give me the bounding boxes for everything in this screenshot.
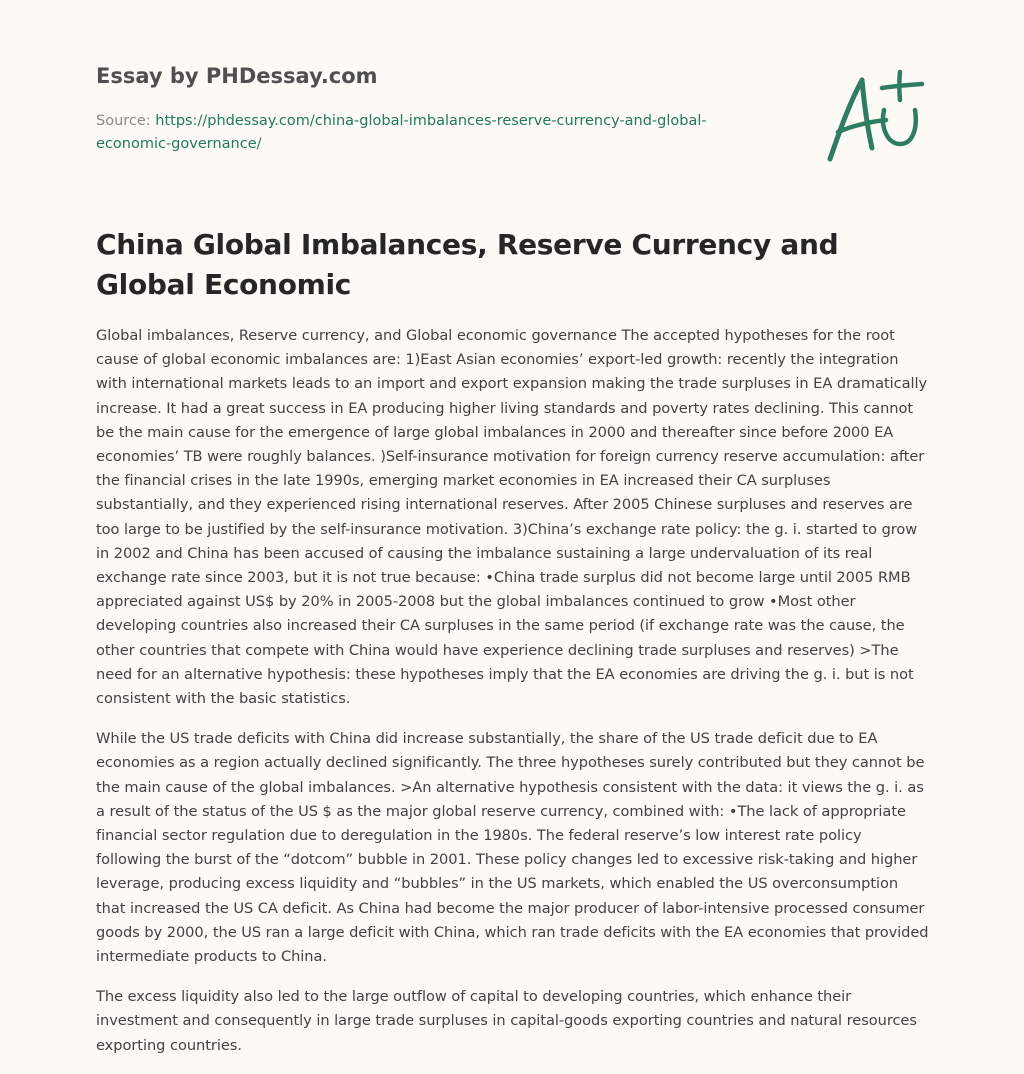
a-plus-grade-icon bbox=[820, 66, 928, 166]
source-link[interactable]: https://phdessay.com/china-global-imbalances-reserve-currency-and-global-economic-governance/ bbox=[96, 113, 707, 152]
site-title: Essay by PHDessay.com bbox=[96, 64, 378, 88]
essay-body bbox=[96, 324, 930, 1074]
essay-paragraph: The excess liquidity also led to the large outflow of capital to developing countries, which enhance their investment and consequently in large trade surpluses in capital-goods exporting countries and natural resources exporting countries. bbox=[96, 988, 917, 1054]
source-label: Source: bbox=[96, 113, 151, 129]
source-line bbox=[96, 110, 746, 156]
essay-title: China Global Imbalances, Reserve Currency and Global Economic bbox=[96, 228, 839, 301]
essay-paragraph: Global imbalances, Reserve currency, and Global economic governance The accepted hypotheses for the root cause of global economic imbalances are: 1)East Asian economies’ export-led growth: recently the integration with international markets leads to an import and export expansion making the trade surpluses in EA dramatically increase. It had a great success in EA producing higher living standards and poverty rates declining. This cannot be the main cause for the emergence of large global imbalances in 2000 and thereafter since before 2000 EA economies’ TB were roughly balances. )Self-insurance motivation for foreign currency reserve accumulation: after the financial crises in the late 1990s, emerging market economies in EA increased their CA surpluses substantially, and they experienced rising international reserves. After 2005 Chinese surpluses and reserves are too large to be justified by the self-insurance motivation. 3)China’s exchange rate policy: the g. i. started to grow in 2002 and China has been accused of causing the imbalance sustaining a large undervaluation of its real exchange rate since 2003, but it is not true because: •China trade surplus did not become large until 2005 RMB appreciated against US$ by 20% in 2005-2008 but the global imbalances continued to grow •Most other developing countries also increased their CA surpluses in the same period (if exchange rate was the cause, the other countries that compete with China would have experience declining trade surpluses and reserves) >The need for an alternative hypothesis: these hypotheses imply that the EA economies are driving the g. i. but is not consistent with the basic statistics. bbox=[96, 327, 928, 708]
essay-paragraph: While the US trade deficits with China did increase substantially, the share of the US trade deficit due to EA economies as a region actually declined significantly. The three hypotheses surely contributed but they cannot be the main cause of the global imbalances. >An alternative hypothesis consistent with the data: it views the g. i. as a result of the status of the US $ as the major global reserve currency, combined with: •The lack of appropriate financial sector regulation due to deregulation in the 1980s. The federal reserve’s low interest rate policy following the burst of the “dotcom” bubble in 2001. These policy changes led to excessive risk-taking and higher leverage, producing excess liquidity and “bubbles” in the US markets, which enabled the US overconsumption that increased the US CA deficit. As China had become the major producer of labor-intensive processed consumer goods by 2000, the US ran a large deficit with China, which ran trade deficits with the EA economies that provided intermediate products to China. bbox=[96, 730, 929, 966]
